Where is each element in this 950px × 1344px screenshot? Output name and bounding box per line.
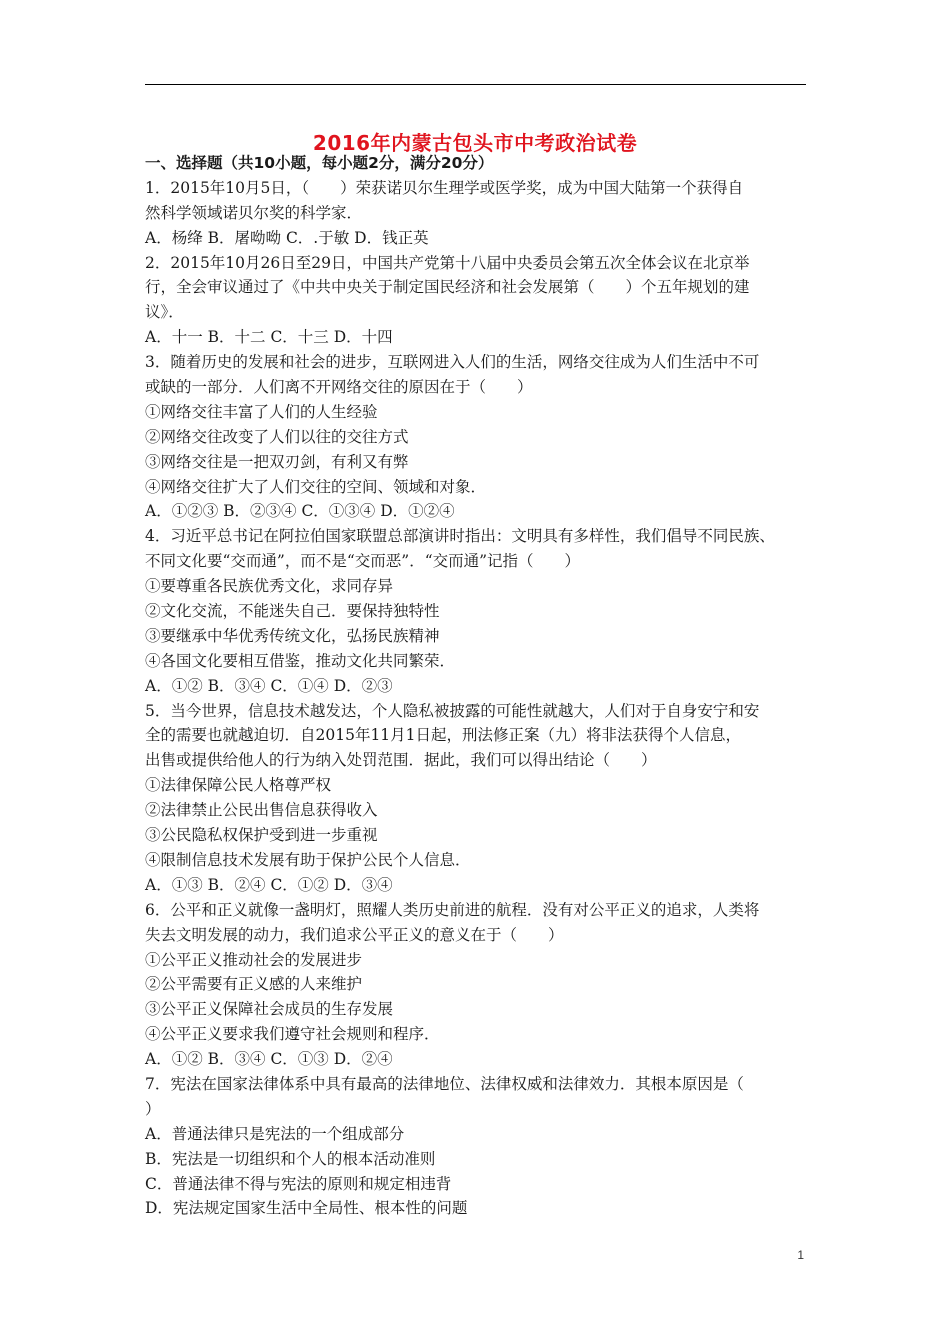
text-line: 6．公平和正义就像一盏明灯，照耀人类历史前进的航程．没有对公平正义的追求，人类将 (145, 900, 760, 919)
text-line: 1．2015年10月5日，（ ）荣获诺贝尔生理学或医学奖，成为中国大陆第一个获得自 (145, 178, 744, 197)
text-line: D．宪法规定国家生活中全局性、根本性的问题 (145, 1199, 468, 1218)
text-line: 失去文明发展的动力，我们追求公平正义的意义在于（ ） (145, 925, 564, 944)
text-line: 出售或提供给他人的行为纳入处罚范围．据此，我们可以得出结论（ ） (145, 751, 657, 770)
text-line: A．十一 B．十二 C．十三 D．十四 (145, 328, 393, 347)
text-line: ③要继承中华优秀传统文化，弘扬民族精神 (145, 626, 440, 645)
text-line: A．普通法律只是宪法的一个组成部分 (145, 1124, 405, 1143)
text-line: ③公平正义保障社会成员的生存发展 (145, 1000, 394, 1019)
text-line: ④公平正义要求我们遵守社会规则和程序． (145, 1025, 440, 1044)
question-body (145, 151, 815, 1221)
text-line: ②网络交往改变了人们以往的交往方式 (145, 427, 409, 446)
text-line: 不同文化要“交而通”，而不是“交而恶”．“交而通”记指（ ） (145, 552, 581, 571)
text-line: 2．2015年10月26日至29日，中国共产党第十八届中央委员会第五次全体会议在北京举 (145, 253, 750, 272)
text-line: A．①②③ B．②③④ C．①③④ D．①②④ (145, 502, 455, 521)
text-line: A．杨绛 B．屠呦呦 C．.于敏 D．钱正英 (145, 228, 429, 247)
text-line: 行，全会审议通过了《中共中央关于制定国民经济和社会发展第（ ）个五年规划的建 (145, 278, 750, 297)
header-rule (145, 84, 806, 85)
text-line: B．宪法是一切组织和个人的根本活动准则 (145, 1149, 436, 1168)
text-line: ③公民隐私权保护受到进一步重视 (145, 826, 378, 845)
text-line: ④限制信息技术发展有助于保护公民个人信息． (145, 850, 471, 869)
text-line: A．①② B．③④ C．①④ D．②③ (145, 676, 393, 695)
text-line: ③网络交往是一把双刃剑，有利又有弊 (145, 452, 409, 471)
text-line: ②公平需要有正义感的人来维护 (145, 975, 363, 994)
text-line: ①要尊重各民族优秀文化，求同存异 (145, 577, 394, 596)
text-line: C．普通法律不得与宪法的原则和规定相违背 (145, 1174, 452, 1193)
text-line: ） (145, 1099, 161, 1118)
question-lines (145, 176, 815, 1221)
text-line: 3．随着历史的发展和社会的进步，互联网进入人们的生活，网络交往成为人们生活中不可 (145, 353, 760, 372)
text-line: 议》． (145, 303, 184, 322)
page-title: 2016年内蒙古包头市中考政治试卷 (312, 131, 638, 155)
text-line: 或缺的一部分．人们离不开网络交往的原因在于（ ） (145, 378, 533, 397)
text-line: ④各国文化要相互借鉴，推动文化共同繁荣． (145, 651, 456, 670)
text-line: ①网络交往丰富了人们的人生经验 (145, 402, 378, 421)
text-line: 5．当今世界，信息技术越发达，个人隐私被披露的可能性就越大，人们对于自身安宁和安 (145, 701, 760, 720)
text-line: 然科学领域诺贝尔奖的科学家． (145, 203, 363, 222)
page-number: 1 (797, 1248, 804, 1262)
text-line: A．①③ B．②④ C．①② D．③④ (145, 875, 393, 894)
text-line: 全的需要也就越迫切．自2015年11月1日起，刑法修正案（九）将非法获得个人信息， (145, 726, 742, 745)
text-line: ②文化交流，不能迷失自己．要保持独特性 (145, 602, 440, 621)
text-line: ④网络交往扩大了人们交往的空间、领域和对象． (145, 477, 487, 496)
text-line: ①公平正义推动社会的发展进步 (145, 950, 363, 969)
text-line: 7．宪法在国家法律体系中具有最高的法律地位、法律权威和法律效力．其根本原因是（ (145, 1074, 744, 1093)
section-heading: 一、选择题（共10小题，每小题2分，满分20分） (145, 154, 494, 172)
text-line: ②法律禁止公民出售信息获得收入 (145, 801, 378, 820)
text-line: ①法律保障公民人格尊严权 (145, 776, 332, 795)
text-line: A．①② B．③④ C．①③ D．②④ (145, 1050, 393, 1069)
text-line: 4．习近平总书记在阿拉伯国家联盟总部演讲时指出：文明具有多样性，我们倡导不同民族、 (145, 527, 775, 546)
